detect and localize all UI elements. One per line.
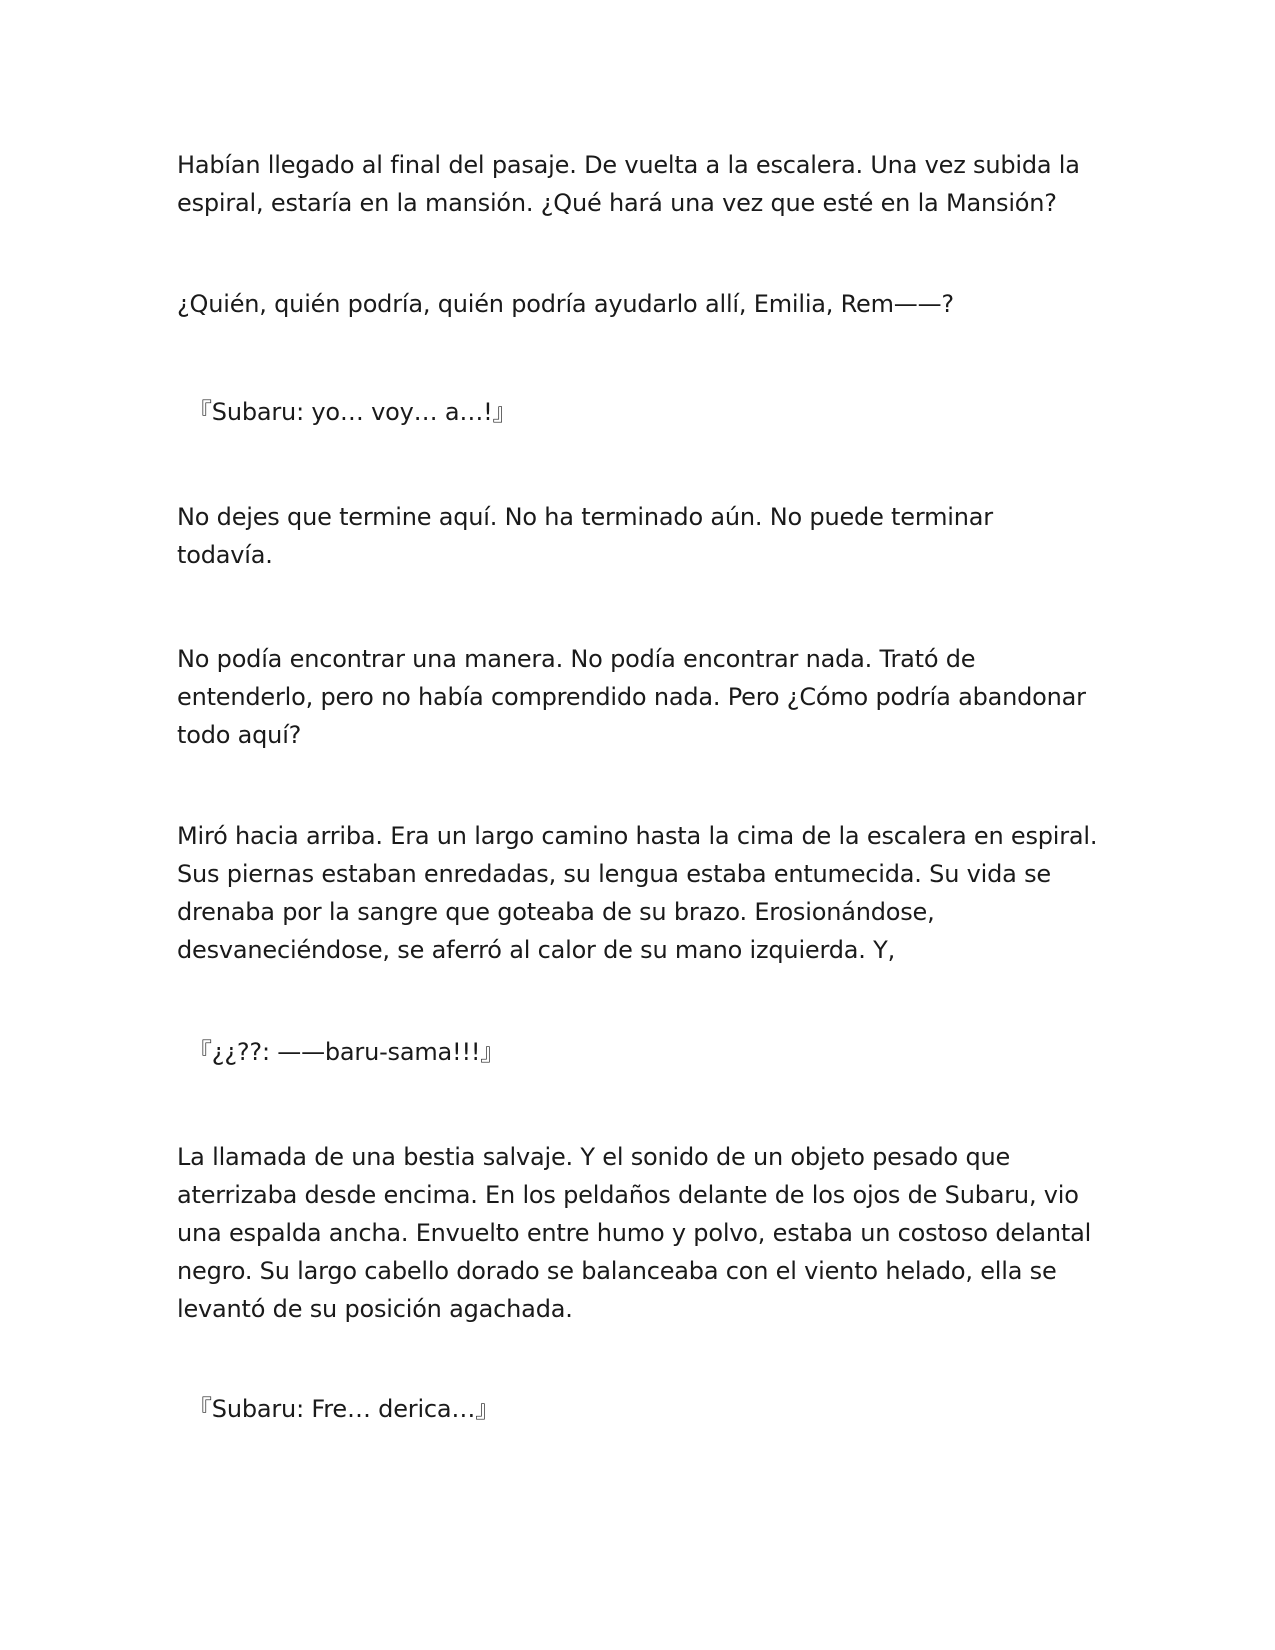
- text-line: La llamada de una bestia salvaje. Y el sonido de un objeto pesado que: [177, 1143, 1011, 1171]
- text-line: Sus piernas estaban enredadas, su lengua estaba entumecida. Su vida se: [177, 860, 1051, 888]
- paragraph-end-of-passage: [177, 146, 1107, 222]
- text-line: Miró hacia arriba. Era un largo camino hasta la cima de la escalera en espiral.: [177, 822, 1098, 850]
- text-line: espiral, estaría en la mansión. ¿Qué hará una vez que esté en la Mansión?: [177, 189, 1057, 217]
- dialogue-unknown-speaker: [188, 1033, 1118, 1071]
- text-line: ¿Quién, quién podría, quién podría ayudarlo allí, Emilia, Rem——?: [177, 290, 954, 318]
- paragraph-beast-call: [177, 1138, 1107, 1328]
- text-line: aterrizaba desde encima. En los peldaños delante de los ojos de Subaru, vio: [177, 1181, 1079, 1209]
- text-line: una espalda ancha. Envuelto entre humo y polvo, estaba un costoso delantal: [177, 1219, 1092, 1247]
- text-line: todo aquí?: [177, 721, 302, 749]
- text-line: 『Subaru: yo… voy… a…!』: [188, 398, 517, 426]
- text-line: entenderlo, pero no había comprendido nada. Pero ¿Cómo podría abandonar: [177, 683, 1086, 711]
- text-line: No podía encontrar una manera. No podía encontrar nada. Trató de: [177, 645, 976, 673]
- text-line: No dejes que termine aquí. No ha terminado aún. No puede terminar: [177, 503, 993, 531]
- paragraph-who-could-help: [177, 285, 1107, 323]
- paragraph-could-not-find: [177, 640, 1107, 754]
- text-line: 『Subaru: Fre… derica…』: [188, 1395, 500, 1423]
- text-line: 『¿¿??: ——baru-sama!!!』: [188, 1038, 505, 1066]
- text-line: Habían llegado al final del pasaje. De vuelta a la escalera. Una vez subida la: [177, 151, 1080, 179]
- dialogue-subaru-2: [188, 1390, 1118, 1428]
- text-line: negro. Su largo cabello dorado se balanceaba con el viento helado, ella se: [177, 1257, 1057, 1285]
- paragraph-dont-let-it-end: [177, 498, 1107, 574]
- dialogue-subaru-1: [188, 393, 1118, 431]
- text-line: todavía.: [177, 541, 273, 569]
- text-line: desvaneciéndose, se aferró al calor de su mano izquierda. Y,: [177, 936, 896, 964]
- paragraph-looked-up: [177, 817, 1107, 969]
- text-line: drenaba por la sangre que goteaba de su brazo. Erosionándose,: [177, 898, 935, 926]
- text-line: levantó de su posición agachada.: [177, 1295, 573, 1323]
